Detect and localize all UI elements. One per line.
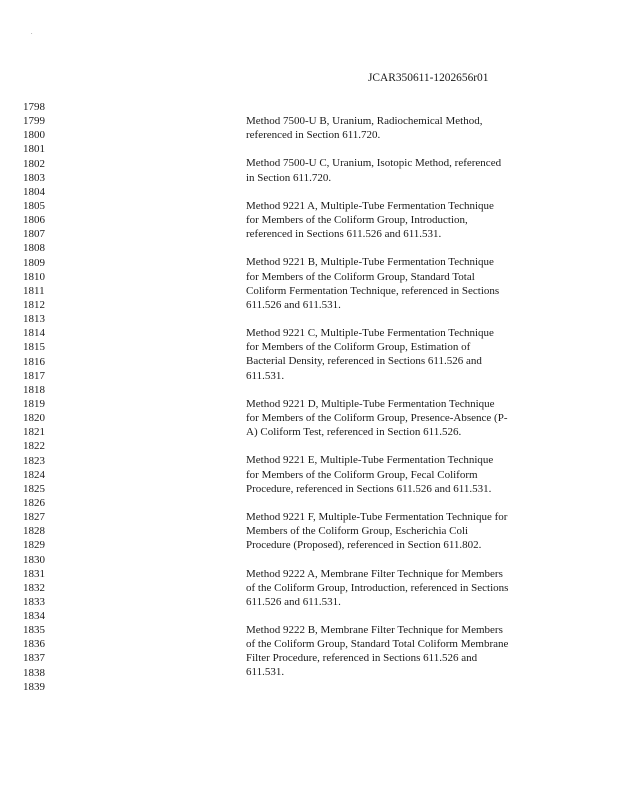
line-number: 1806 xyxy=(23,214,45,227)
method-entry xyxy=(246,397,546,439)
line-number: 1803 xyxy=(23,171,45,184)
line-number: 1824 xyxy=(23,468,45,481)
line-number: 1835 xyxy=(23,624,45,637)
entry-text-line: of the Coliform Group, Introduction, referenced in Sections xyxy=(246,581,509,594)
method-entry xyxy=(246,510,546,552)
method-entries xyxy=(246,114,546,680)
entry-text-line: 611.526 and 611.531. xyxy=(246,595,341,608)
method-entry xyxy=(246,199,546,241)
document-id: JCAR350611-1202656r01 xyxy=(368,72,489,84)
method-entry xyxy=(246,453,546,495)
entry-text-line: for Members of the Coliform Group, Fecal Coliform xyxy=(246,468,478,481)
line-number: 1815 xyxy=(23,341,45,354)
line-number: 1814 xyxy=(23,327,45,340)
entry-text-line: referenced in Sections 611.526 and 611.531. xyxy=(246,228,442,241)
line-number: 1829 xyxy=(23,539,45,552)
line-number: 1801 xyxy=(23,143,45,156)
line-number: 1804 xyxy=(23,185,45,198)
entry-text-line: Coliform Fermentation Technique, referenced in Sections xyxy=(246,284,500,297)
entry-text-line: Method 9221 D, Multiple-Tube Fermentation Technique xyxy=(246,397,495,410)
line-number: 1798 xyxy=(23,101,45,113)
line-number: 1799 xyxy=(23,115,45,128)
line-number: 1818 xyxy=(23,383,45,396)
entry-text-line: Procedure (Proposed), referenced in Section 611.802. xyxy=(246,539,482,552)
entry-text-line: for Members of the Coliform Group, Introduction, xyxy=(246,213,468,226)
line-number: 1825 xyxy=(23,482,45,495)
line-number: 1826 xyxy=(23,496,45,509)
method-entry xyxy=(246,623,546,680)
line-number: 1800 xyxy=(23,129,45,142)
line-number: 1836 xyxy=(23,638,45,651)
line-number: 1820 xyxy=(23,412,45,425)
entry-text-line: referenced in Section 611.720. xyxy=(246,129,381,142)
line-number: 1813 xyxy=(23,313,45,326)
line-number: 1819 xyxy=(23,397,45,410)
line-number: 1838 xyxy=(23,666,45,679)
line-number: 1823 xyxy=(23,454,45,467)
entry-text-line: of the Coliform Group, Standard Total Coliform Membrane xyxy=(246,638,509,651)
line-number: 1807 xyxy=(23,228,45,241)
entry-text-line: Filter Procedure, referenced in Sections 611.526 and xyxy=(246,652,478,665)
entry-text-line: for Members of the Coliform Group, Estimation of xyxy=(246,341,471,354)
entry-text-line: Method 9221 F, Multiple-Tube Fermentation Technique for xyxy=(246,510,508,523)
stray-mark: . xyxy=(31,30,33,36)
line-number: 1816 xyxy=(23,355,45,368)
entry-text-line: Method 9221 C, Multiple-Tube Fermentation Technique xyxy=(246,327,494,340)
entry-text-line: Method 9222 B, Membrane Filter Technique for Members xyxy=(246,624,503,637)
line-number: 1802 xyxy=(23,157,45,170)
entry-text-line: for Members of the Coliform Group, Presence-Absence (P- xyxy=(246,411,508,424)
line-number: 1812 xyxy=(23,298,45,311)
entry-text-line: Bacterial Density, referenced in Sections 611.526 and xyxy=(246,355,482,368)
line-number-column xyxy=(23,100,63,694)
line-number: 1827 xyxy=(23,511,45,524)
entry-text-line: Members of the Coliform Group, Escherichia Coli xyxy=(246,525,469,538)
entry-text-line: Method 7500-U B, Uranium, Radiochemical Method, xyxy=(246,115,483,127)
entry-text-line: in Section 611.720. xyxy=(246,171,332,184)
line-number: 1837 xyxy=(23,652,45,665)
line-number: 1834 xyxy=(23,610,45,623)
line-number: 1817 xyxy=(23,369,45,382)
entry-text-line: Method 9221 A, Multiple-Tube Fermentation Technique xyxy=(246,199,494,212)
line-number: 1839 xyxy=(23,680,45,693)
entry-text-line: A) Coliform Test, referenced in Section 611.526. xyxy=(246,426,462,439)
entry-text-line: Procedure, referenced in Sections 611.526 and 611.531. xyxy=(246,482,492,495)
line-number: 1828 xyxy=(23,525,45,538)
entry-text-line: Method 9221 E, Multiple-Tube Fermentation Technique xyxy=(246,454,494,467)
method-entry xyxy=(246,114,546,142)
method-entry xyxy=(246,326,546,383)
line-number: 1805 xyxy=(23,199,45,212)
line-number: 1809 xyxy=(23,256,45,269)
line-number: 1830 xyxy=(23,553,45,566)
method-entry xyxy=(246,255,546,312)
entry-text-line: 611.531. xyxy=(246,666,285,679)
method-entry xyxy=(246,156,546,184)
line-number: 1808 xyxy=(23,242,45,255)
line-number: 1822 xyxy=(23,440,45,453)
entry-text-line: 611.526 and 611.531. xyxy=(246,298,341,311)
line-number: 1831 xyxy=(23,567,45,580)
entry-text-line: 611.531. xyxy=(246,369,285,382)
line-number: 1821 xyxy=(23,426,45,439)
method-entry xyxy=(246,567,546,609)
line-number: 1832 xyxy=(23,581,45,594)
entry-text-line: Method 7500-U C, Uranium, Isotopic Method, referenced xyxy=(246,157,502,170)
line-number: 1833 xyxy=(23,595,45,608)
entry-text-line: Method 9221 B, Multiple-Tube Fermentation Technique xyxy=(246,256,494,269)
line-number: 1810 xyxy=(23,270,45,283)
entry-text-line: Method 9222 A, Membrane Filter Technique for Members xyxy=(246,567,503,580)
line-number: 1811 xyxy=(23,284,45,297)
entry-text-line: for Members of the Coliform Group, Standard Total xyxy=(246,270,475,283)
